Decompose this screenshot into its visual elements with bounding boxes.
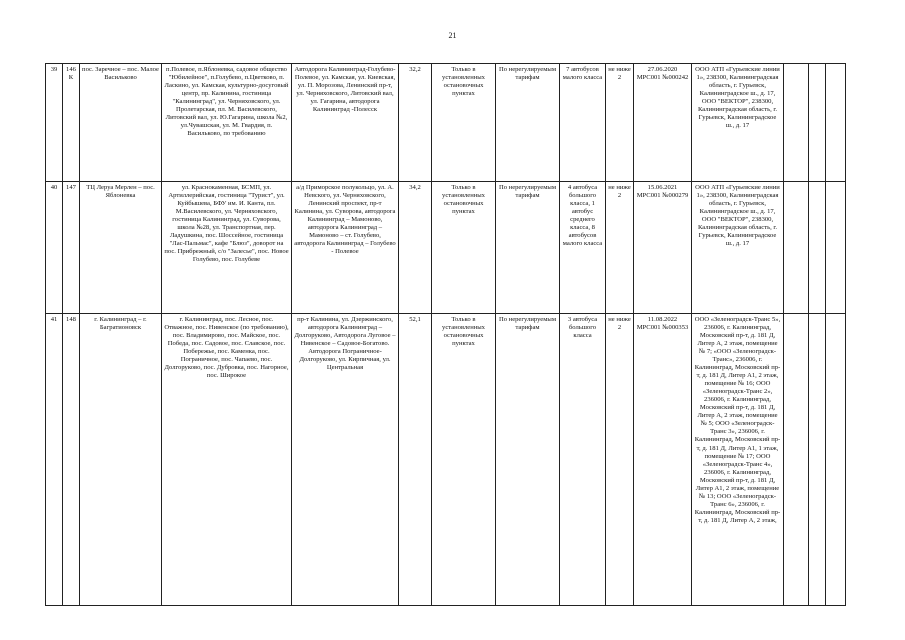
certificate: 15.06.2021 МРС001 №000279 [634,182,692,314]
tariff-type: По нерегулируемым тарифам [496,314,560,606]
route-name: г. Калининград – г. Багратионовск [80,314,162,606]
carrier: ООО АТП «Гурьевские линии 1», 238300, Калининградская область, г. Гурьевск, Калининградское ш., д. 17, ООО "ВЕКТОР", 238300, Калининградская область, г. Гурьевск, Калининградское ш., д. 17 [692,64,784,182]
route-stops: г. Калининград, пос. Лесное, пос. Отважное, пос. Нивенское (по требованию), пос. Владимирово, пос. Майское, пос. Победа, пос. Садовое, пос. Славское, пос. Побережье, пос. Каменка, пос. Пограничное, пос. Чапаево, пос. Долгоруково, пос. Дубровка, пос. Нагорное, пос. Широкое [162,314,292,606]
route-stops: п.Полевое, п.Яблоневка, садовое общество "Юбилейное", п.Голубево, п.Цветково, п. Ласкино, ул. Камская, культурно-досуговый центр, пр. Калинина, гостиница "Калининград", ул. Черняховского, ул. Пролетарская, пл. М. Василевского, Литовский вал, ул. Ю.Гагарина, школа №2, ул.Чувашская, ул. М. Гвардия, п. Васильково, по требованию [162,64,292,182]
route-length: 52,1 [399,314,432,606]
row-seq: 41 [46,314,63,606]
row-seq: 40 [46,182,63,314]
empty-cell [784,314,809,606]
route-streets: пр-т Калинина, ул. Дзержинского, автодорога Калининград – Долгоруково, Автодорога Луговое – Нивенское – Садовое-Богатово. Автодорога Пограничное-Долгоруково, ул. Кирпичная, ул. Центральная [292,314,399,606]
route-streets: а/д Приморское полукольцо, ул. А. Невского, ул. Черняховского, Ленинский проспект, пр-т Калинина, ул. Суворова, автодорога Калининград – Мамоново, автодорога Калининград – Мамоново – ст. Голубево, автодорога Калининград – Голубево - Полевое [292,182,399,314]
carrier: ООО АТП «Гурьевские линии 1», 238300, Калининградская область, г. Гурьевск, Калининградское ш., д. 17, ООО "ВЕКТОР", 238300, Калининградская область, г. Гурьевск, Калининградское ш., д. 17 [692,182,784,314]
route-number: 147 [63,182,80,314]
empty-cell [784,64,809,182]
empty-cell [826,314,846,606]
tariff-type: По нерегулируемым тарифам [496,182,560,314]
empty-cell [826,64,846,182]
empty-cell [809,182,826,314]
vehicle-types: 3 автобуса большого класса [560,314,606,606]
eco-class: не ниже 2 [606,314,634,606]
empty-cell [784,182,809,314]
route-length: 32,2 [399,64,432,182]
route-number: 146 К [63,64,80,182]
route-number: 148 [63,314,80,606]
stop-mode: Только в установленных остановочных пунктах [432,182,496,314]
carrier: ООО «Зеленоградск-Транс 5», 236006, г. Калининград, Московский пр-т, д. 181 Д, Литер А, 2 этаж, помещение № 7; «ООО «Зеленоградск-Транс», 236006, г. Калининград, Московский пр-т, д. 181 Д, Литер А1, 2 этаж, помещение № 16; ООО «Зеленоградск-Транс 2», 236006, г. Калининград, Московский пр-т, д. 181 Д, Литер А, 2 этаж, помещение № 5; ООО «Зеленоградск-Транс 3», 236006, г. Калининград, Московский пр-т, д. 181 Д, Литер А1, 1 этаж, помещение № 17; ООО «Зеленоградск-Транс 4», 236006, г. Калининград, Московский пр-т, д. 181 Д, Литер А1, 2 этаж, помещение № 13; ООО «Зеленоградск-Транс 6», 236006, г. Калининград, Московский пр-т, д. 181 Д, Литер А, 2 этаж, [692,314,784,606]
empty-cell [809,314,826,606]
stop-mode: Только в установленных остановочных пунктах [432,64,496,182]
table-row [46,64,846,182]
route-stops: ул. Краснокаменная, БСМП, ул. Артиллерийская, гостиница "Турист", ул. Куйбышева, БФУ им. И. Канта, пл. М.Василевского, ул. Черняховского, гостиница Калининград, ул. Суворова, школа №28, ул. Транспортная, пер. Ладушкина, пос. Шоссейное, гостиница "Лас-Пальмас", кафе "Блюз", доворот на пос. Прибрежный, с/о "Залесье", пос. Новое Голубево, пос. Голубеве [162,182,292,314]
table-row [46,182,846,314]
route-name: пос. Заречное – пос. Малое Васильково [80,64,162,182]
vehicle-types: 7 автобусов малого класса [560,64,606,182]
route-length: 34,2 [399,182,432,314]
tariff-type: По нерегулируемым тарифам [496,64,560,182]
eco-class: не ниже 2 [606,182,634,314]
empty-cell [826,182,846,314]
empty-cell [809,64,826,182]
route-streets: Автодорога Калининград-Голубево-Полевое, ул. Камская, ул. Киевская, ул. П. Морозова, Ленинский пр-т, ул. Черняховского, Литовский вал, ул. Гагарина, автодорога Калининград -Полесск [292,64,399,182]
certificate: 27.06.2020 МРС001 №000242 [634,64,692,182]
row-seq: 39 [46,64,63,182]
route-name: ТЦ Леруа Мерлен – пос. Яблоневка [80,182,162,314]
routes-table [45,63,846,606]
table-row [46,314,846,606]
vehicle-types: 4 автобуса большого класса, 1 автобус среднего класса, 8 автобусов малого класса [560,182,606,314]
page-number: 21 [448,31,457,40]
stop-mode: Только в установленных остановочных пунктах [432,314,496,606]
certificate: 11.08.2022 МРС001 №000353 [634,314,692,606]
eco-class: не ниже 2 [606,64,634,182]
